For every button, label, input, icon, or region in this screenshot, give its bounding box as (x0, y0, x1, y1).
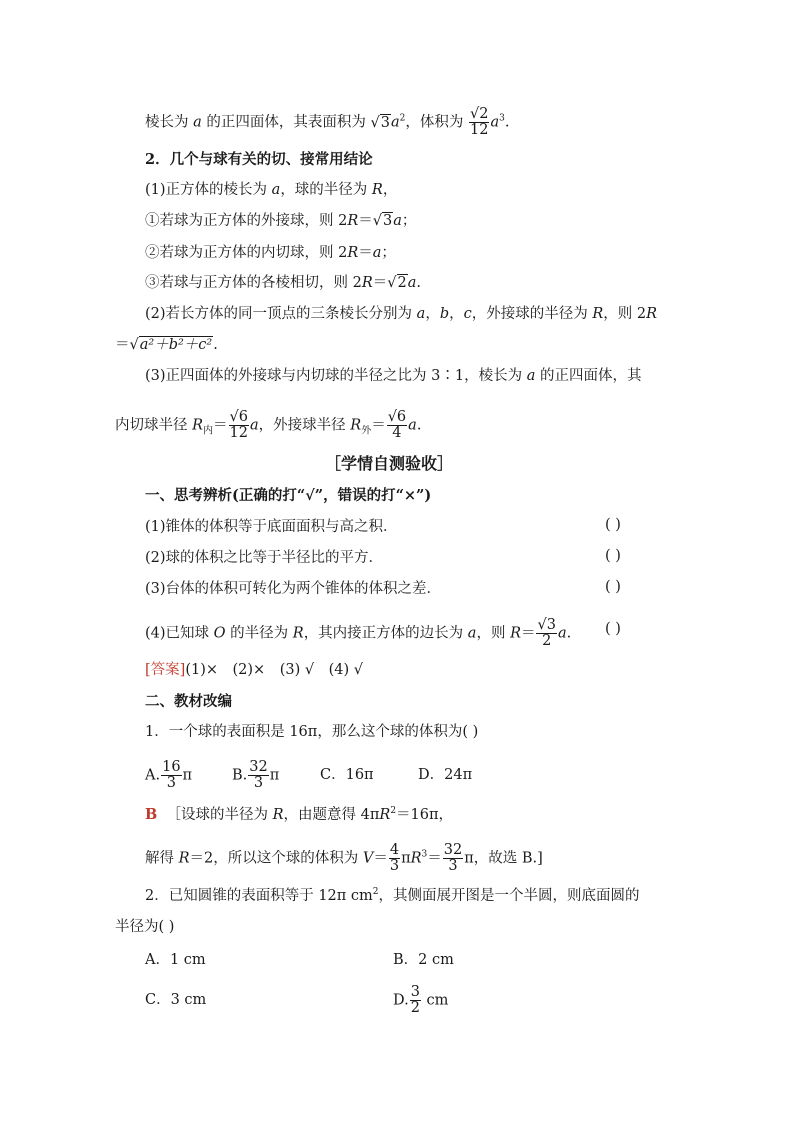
line-cube-edge (145, 180, 397, 200)
subscript: 内 (203, 425, 214, 437)
text: (4)已知球 (145, 625, 214, 642)
var-a: a (193, 114, 202, 131)
text: ， (425, 306, 440, 322)
var-R: R (178, 850, 190, 867)
radicand: 2 (397, 275, 407, 291)
text: (2)若长方体的同一顶点的三条棱长分别为 (145, 306, 417, 322)
pi: π (401, 850, 411, 867)
text: ＝ (115, 337, 130, 353)
text: 的半径为 (225, 625, 293, 642)
numerator: √2 (469, 106, 489, 122)
text: . (213, 337, 218, 353)
text: ，则 2 (603, 306, 647, 322)
solution-line-2 (145, 843, 543, 874)
q2-option-a: A．1 cm (145, 952, 206, 968)
question-2 (145, 886, 640, 906)
judge-item-4 (145, 618, 571, 649)
q1-option-c: C．16π (320, 767, 374, 783)
denominator: 3 (253, 775, 264, 791)
fraction-32-3 (248, 760, 268, 791)
fraction-3-2 (410, 985, 421, 1016)
judge-item-3: (3)台体的体积可转化为两个锥体的体积之差． (145, 581, 442, 597)
var-a: a (526, 368, 536, 384)
answer-blank-2[interactable]: ( ) (605, 548, 621, 564)
option-letter: D. (393, 992, 409, 1009)
text: 解得 (145, 850, 179, 867)
numerator: 32 (443, 842, 463, 858)
var-c: c (463, 306, 472, 322)
line-edge-tangent (145, 273, 421, 293)
text: . (566, 625, 572, 642)
numerator: √3 (537, 617, 556, 633)
var-R: R (410, 850, 422, 867)
line-cuboid (145, 304, 657, 324)
answer-label: [答案] (145, 662, 186, 678)
text: ＝ (358, 245, 373, 261)
text: ，则 (476, 625, 511, 642)
denominator: 4 (392, 425, 402, 441)
var-R: R (371, 182, 383, 198)
var-a: a (467, 625, 477, 642)
line-tetrahedron-area-volume (145, 107, 509, 138)
var-R: R (192, 417, 204, 434)
text: ＝ (373, 850, 388, 867)
q2-option-d (393, 985, 448, 1016)
exponent: 2 (390, 806, 397, 817)
q1-option-d: D．24π (418, 767, 473, 783)
text: ＝ (213, 417, 228, 434)
fraction-4-3 (389, 843, 400, 874)
sqrt-sign: √ (372, 213, 383, 229)
q2-option-c: C．3 cm (145, 992, 207, 1008)
var-a: a (416, 306, 426, 322)
text: ； (401, 213, 417, 229)
denominator: 3 (166, 775, 176, 791)
q2-option-b: B．2 cm (393, 952, 454, 968)
var-R: R (292, 625, 304, 642)
var-R: R (272, 807, 284, 823)
radicand: 3 (383, 213, 393, 229)
section-heading-self-test: ［学情自测验收］ (325, 454, 454, 473)
text: ， (449, 306, 464, 322)
option-letter: A. (145, 767, 161, 784)
text: ［设球的半径为 (166, 807, 273, 823)
answer-blank-1[interactable]: ( ) (605, 517, 621, 533)
text: ②若球为正方体的内切球，则 2 (145, 245, 348, 261)
pi: π (269, 767, 280, 784)
q1-option-b (232, 760, 279, 791)
denominator: 12 (469, 122, 489, 138)
text: 的正四面体，其 (535, 368, 642, 384)
line-inscribed (145, 243, 396, 263)
radicand: a²＋b²＋c² (139, 337, 213, 353)
text: ，其侧面展开图是一个半圆，则底面圆的 (378, 888, 640, 904)
text: . (504, 114, 510, 131)
numerator: √6 (387, 409, 407, 425)
sqrt-sign: √ (129, 337, 139, 353)
var-a: a (407, 275, 417, 291)
numerator: 4 (389, 842, 400, 858)
var-a: a (408, 417, 417, 434)
denominator: 3 (448, 858, 458, 874)
denominator: 2 (542, 633, 552, 649)
subsection-textbook: 二、教材改编 (145, 693, 232, 710)
text: ①若球为正方体的外接球，则 2 (145, 213, 348, 229)
fraction-sqrt6-12 (229, 410, 249, 441)
var-a: a (390, 114, 400, 131)
numerator: 16 (162, 759, 181, 775)
exponent: 3 (421, 849, 428, 860)
var-R: R (361, 275, 373, 291)
text: ， (382, 182, 398, 198)
q1-option-a (145, 760, 192, 791)
question-2-cont: 半径为( ) (115, 919, 175, 935)
judge-item-2: (2)球的体积之比等于半径比的平方． (145, 550, 384, 566)
text: (3)正四面体的外接球与内切球的半径之比为 3∶1，棱长为 (145, 368, 527, 384)
text: ； (381, 245, 396, 261)
subsection-judge (145, 486, 431, 506)
section-title-sphere-conclusions: 2．几个与球有关的切、接常用结论 (145, 151, 373, 168)
fraction-16-3 (161, 760, 181, 791)
line-tetra-ratio (145, 366, 641, 386)
denominator: 12 (229, 425, 248, 441)
text: ＝2，所以这个球的体积为 (189, 850, 363, 867)
text: ，体积为 (405, 114, 468, 131)
text: 棱长为 (145, 114, 194, 131)
text: (1)正方体的棱长为 (145, 182, 272, 198)
var-O: O (213, 625, 226, 642)
text: ＝ (358, 213, 373, 229)
text: ，由题意得 4π (283, 807, 380, 823)
var-a: a (393, 213, 402, 229)
text: ，外接球的半径为 (471, 306, 593, 322)
var-R: R (510, 625, 521, 642)
line-tetra-radii (115, 410, 421, 441)
text: ③若球与正方体的各棱相切，则 2 (145, 275, 362, 291)
judge-item-1: (1)锥体的体积等于底面面积与高之积． (145, 519, 398, 535)
text: ＝ (427, 850, 442, 867)
text: 2．已知圆锥的表面积等于 12π cm (145, 888, 373, 904)
denominator: 3 (389, 858, 400, 874)
numerator: 3 (410, 984, 420, 1000)
sqrt-sign: √ (370, 114, 380, 131)
var-a: a (557, 625, 567, 642)
var-R: R (350, 417, 362, 434)
var-R: R (592, 306, 604, 322)
text: ＝ (520, 625, 536, 642)
var-b: b (439, 306, 450, 322)
sqrt-sign: √ (387, 275, 397, 291)
unit: cm (421, 992, 449, 1009)
exponent: 2 (372, 887, 379, 898)
var-R: R (347, 245, 359, 261)
text: ，其内接正方体的边长为 (303, 625, 468, 642)
text: ＝ (371, 417, 386, 434)
text: 内切球半径 (115, 417, 193, 434)
text: ，球的半径为 (280, 182, 372, 198)
text: 的正四面体，其表面积为 (201, 114, 371, 131)
var-V: V (362, 850, 374, 867)
text: π，故选 B.] (464, 850, 543, 867)
var-a: a (250, 417, 259, 434)
denominator: 2 (410, 1000, 420, 1016)
var-a: a (372, 245, 382, 261)
answer-line (145, 660, 363, 680)
answer-blank-3[interactable]: ( ) (605, 579, 621, 595)
question-1: 1．一个球的表面积是 16π，那么这个球的体积为( ) (145, 724, 479, 740)
fraction-sqrt3-2 (536, 618, 556, 649)
text: . (416, 275, 422, 291)
solution-line-1 (145, 805, 453, 825)
fraction-sqrt2-12 (469, 107, 489, 138)
text: 一、思考辨析(正确的打“√”，错误的打“×”) (145, 487, 432, 504)
text: ，外接球半径 (258, 417, 351, 434)
exponent: 2 (399, 113, 406, 124)
pi: π (182, 767, 193, 784)
numerator: √6 (229, 409, 248, 425)
fraction-32-3 (443, 843, 463, 874)
answer-text: (1)× (2)× (3) √ (4) √ (185, 662, 363, 678)
answer-blank-4[interactable]: ( ) (605, 621, 621, 637)
line-cuboid-formula (115, 335, 218, 355)
subscript: 外 (361, 425, 372, 437)
text: ＝ (372, 275, 388, 291)
exponent: 3 (499, 113, 505, 124)
option-letter: B. (232, 767, 248, 784)
line-circumscribed (145, 211, 416, 231)
answer-letter: B (145, 806, 158, 823)
var-a: a (490, 114, 500, 131)
text: ＝16π， (396, 807, 454, 823)
var-R: R (347, 213, 359, 229)
text: . (416, 417, 422, 434)
numerator: 32 (249, 759, 268, 775)
var-R: R (646, 306, 658, 322)
var-R: R (379, 807, 391, 823)
radicand: 3 (380, 114, 390, 131)
fraction-sqrt6-4 (387, 410, 407, 441)
var-a: a (271, 182, 281, 198)
